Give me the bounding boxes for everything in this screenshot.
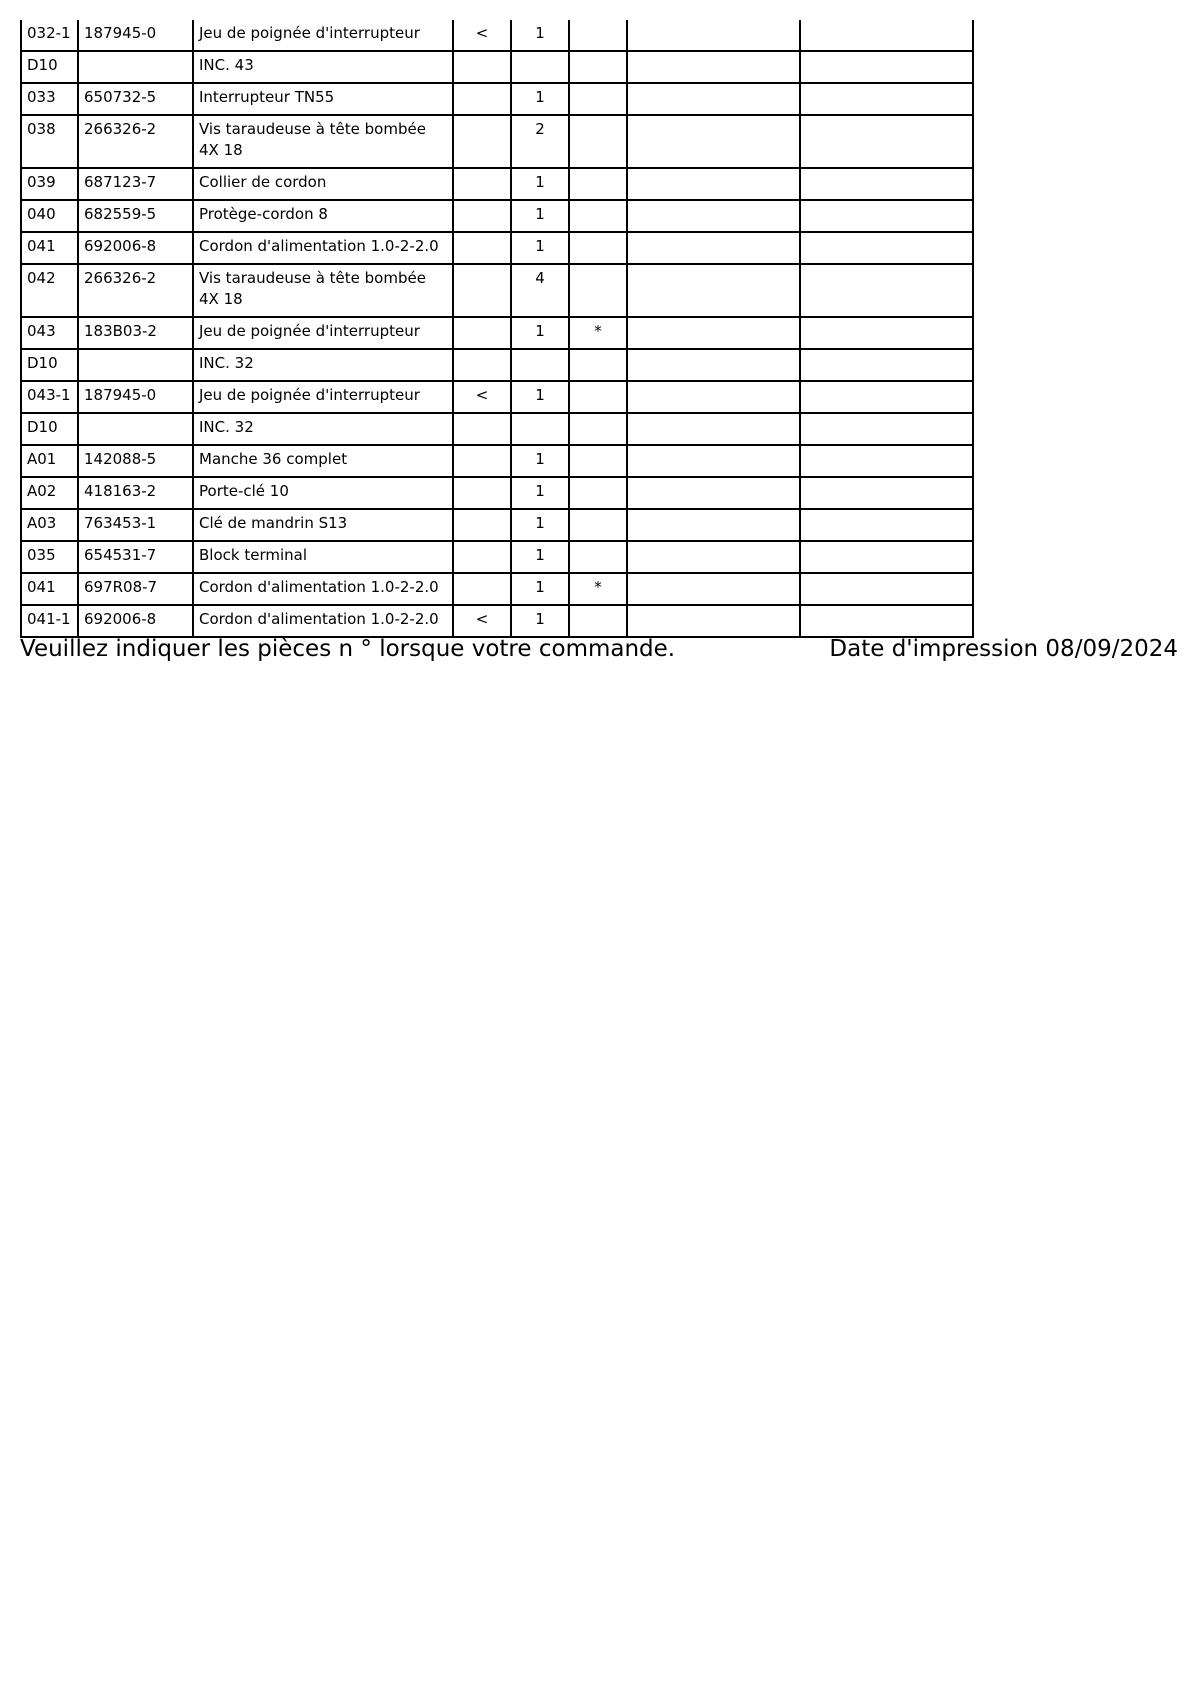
description-cell: Vis taraudeuse à tête bombée 4X 18 [193, 264, 453, 317]
table-row [21, 115, 973, 168]
note-cell [569, 477, 627, 509]
note-cell [569, 83, 627, 115]
blank-cell [627, 445, 800, 477]
description-cell: Block terminal [193, 541, 453, 573]
quantity-cell: 1 [511, 232, 569, 264]
blank-cell [800, 413, 973, 445]
table-row [21, 264, 973, 317]
blank-cell [627, 115, 800, 168]
quantity-cell: 1 [511, 477, 569, 509]
table-row [21, 83, 973, 115]
description-cell: Jeu de poignée d'interrupteur [193, 317, 453, 349]
table-row [21, 51, 973, 83]
flag-cell [453, 232, 511, 264]
table-row [21, 317, 973, 349]
blank-cell [627, 317, 800, 349]
table-row [21, 200, 973, 232]
flag-cell [453, 445, 511, 477]
part-number-cell: 187945-0 [78, 20, 193, 51]
note-cell [569, 232, 627, 264]
item-number-cell: D10 [21, 349, 78, 381]
blank-cell [800, 349, 973, 381]
description-cell: Porte-clé 10 [193, 477, 453, 509]
flag-cell: < [453, 381, 511, 413]
item-number-cell: 035 [21, 541, 78, 573]
item-number-cell: 042 [21, 264, 78, 317]
blank-cell [627, 264, 800, 317]
table-row [21, 168, 973, 200]
quantity-cell: 1 [511, 83, 569, 115]
blank-cell [627, 573, 800, 605]
description-cell: Jeu de poignée d'interrupteur [193, 20, 453, 51]
blank-cell [800, 477, 973, 509]
quantity-cell: 1 [511, 317, 569, 349]
table-row [21, 413, 973, 445]
blank-cell [800, 51, 973, 83]
flag-cell [453, 541, 511, 573]
table-row [21, 477, 973, 509]
blank-cell [627, 20, 800, 51]
description-cell: Clé de mandrin S13 [193, 509, 453, 541]
note-cell [569, 381, 627, 413]
blank-cell [800, 232, 973, 264]
part-number-cell: 692006-8 [78, 232, 193, 264]
quantity-cell: 4 [511, 264, 569, 317]
flag-cell: < [453, 20, 511, 51]
quantity-cell [511, 413, 569, 445]
blank-cell [800, 445, 973, 477]
note-cell [569, 20, 627, 51]
flag-cell [453, 200, 511, 232]
description-cell: Vis taraudeuse à tête bombée 4X 18 [193, 115, 453, 168]
item-number-cell: 043-1 [21, 381, 78, 413]
note-cell [569, 413, 627, 445]
table-row [21, 573, 973, 605]
part-number-cell: 183B03-2 [78, 317, 193, 349]
item-number-cell: A03 [21, 509, 78, 541]
item-number-cell: 038 [21, 115, 78, 168]
quantity-cell: 1 [511, 445, 569, 477]
item-number-cell: A01 [21, 445, 78, 477]
blank-cell [800, 200, 973, 232]
blank-cell [627, 168, 800, 200]
table-row [21, 541, 973, 573]
part-number-cell: 763453-1 [78, 509, 193, 541]
part-number-cell: 697R08-7 [78, 573, 193, 605]
flag-cell [453, 317, 511, 349]
part-number-cell: 266326-2 [78, 264, 193, 317]
quantity-cell: 1 [511, 200, 569, 232]
part-number-cell: 654531-7 [78, 541, 193, 573]
blank-cell [627, 83, 800, 115]
blank-cell [800, 83, 973, 115]
blank-cell [627, 413, 800, 445]
table-row [21, 20, 973, 51]
item-number-cell: 041-1 [21, 605, 78, 637]
note-cell [569, 115, 627, 168]
order-instruction-text: Veuillez indiquer les pièces n ° lorsque votre commande. [20, 636, 676, 662]
description-cell: Interrupteur TN55 [193, 83, 453, 115]
flag-cell [453, 349, 511, 381]
blank-cell [627, 200, 800, 232]
note-cell [569, 51, 627, 83]
blank-cell [800, 573, 973, 605]
quantity-cell [511, 51, 569, 83]
part-number-cell: 650732-5 [78, 83, 193, 115]
page-footer [20, 629, 1178, 669]
flag-cell [453, 509, 511, 541]
part-number-cell: 687123-7 [78, 168, 193, 200]
table-row [21, 509, 973, 541]
blank-cell [627, 381, 800, 413]
item-number-cell: 033 [21, 83, 78, 115]
description-cell: INC. 32 [193, 349, 453, 381]
blank-cell [800, 541, 973, 573]
item-number-cell: 043 [21, 317, 78, 349]
note-cell [569, 509, 627, 541]
table-row [21, 349, 973, 381]
note-cell [569, 349, 627, 381]
parts-table [20, 20, 974, 638]
part-number-cell: 418163-2 [78, 477, 193, 509]
blank-cell [800, 115, 973, 168]
part-number-cell: 692006-8 [78, 605, 193, 637]
flag-cell [453, 51, 511, 83]
table-row [21, 232, 973, 264]
flag-cell [453, 573, 511, 605]
description-cell: Manche 36 complet [193, 445, 453, 477]
blank-cell [800, 381, 973, 413]
blank-cell [800, 20, 973, 51]
table-row [21, 381, 973, 413]
flag-cell [453, 83, 511, 115]
quantity-cell: 1 [511, 541, 569, 573]
flag-cell [453, 115, 511, 168]
table-row [21, 445, 973, 477]
note-cell [569, 541, 627, 573]
part-number-cell [78, 349, 193, 381]
print-date-text: Date d'impression 08/09/2024 [829, 636, 1178, 662]
part-number-cell: 682559-5 [78, 200, 193, 232]
blank-cell [627, 541, 800, 573]
quantity-cell: 1 [511, 573, 569, 605]
flag-cell [453, 264, 511, 317]
blank-cell [627, 232, 800, 264]
note-cell: * [569, 317, 627, 349]
description-cell: INC. 32 [193, 413, 453, 445]
blank-cell [800, 168, 973, 200]
blank-cell [627, 349, 800, 381]
quantity-cell: 1 [511, 605, 569, 637]
blank-cell [627, 509, 800, 541]
part-number-cell [78, 413, 193, 445]
part-number-cell: 142088-5 [78, 445, 193, 477]
note-cell [569, 168, 627, 200]
description-cell: Cordon d'alimentation 1.0-2-2.0 [193, 573, 453, 605]
note-cell: * [569, 573, 627, 605]
item-number-cell: 039 [21, 168, 78, 200]
item-number-cell: 041 [21, 232, 78, 264]
quantity-cell: 1 [511, 509, 569, 541]
description-cell: Protège-cordon 8 [193, 200, 453, 232]
item-number-cell: D10 [21, 413, 78, 445]
quantity-cell: 1 [511, 20, 569, 51]
description-cell: Cordon d'alimentation 1.0-2-2.0 [193, 232, 453, 264]
item-number-cell: 032-1 [21, 20, 78, 51]
quantity-cell: 1 [511, 168, 569, 200]
blank-cell [627, 477, 800, 509]
note-cell [569, 445, 627, 477]
quantity-cell: 1 [511, 381, 569, 413]
part-number-cell: 266326-2 [78, 115, 193, 168]
flag-cell [453, 168, 511, 200]
blank-cell [800, 509, 973, 541]
note-cell [569, 264, 627, 317]
blank-cell [627, 51, 800, 83]
flag-cell [453, 413, 511, 445]
part-number-cell: 187945-0 [78, 381, 193, 413]
item-number-cell: 041 [21, 573, 78, 605]
quantity-cell: 2 [511, 115, 569, 168]
flag-cell: < [453, 605, 511, 637]
blank-cell [800, 264, 973, 317]
quantity-cell [511, 349, 569, 381]
blank-cell [800, 317, 973, 349]
part-number-cell [78, 51, 193, 83]
description-cell: Jeu de poignée d'interrupteur [193, 381, 453, 413]
parts-table-body [21, 20, 973, 637]
item-number-cell: 040 [21, 200, 78, 232]
item-number-cell: D10 [21, 51, 78, 83]
description-cell: Cordon d'alimentation 1.0-2-2.0 [193, 605, 453, 637]
flag-cell [453, 477, 511, 509]
note-cell [569, 200, 627, 232]
description-cell: INC. 43 [193, 51, 453, 83]
description-cell: Collier de cordon [193, 168, 453, 200]
item-number-cell: A02 [21, 477, 78, 509]
